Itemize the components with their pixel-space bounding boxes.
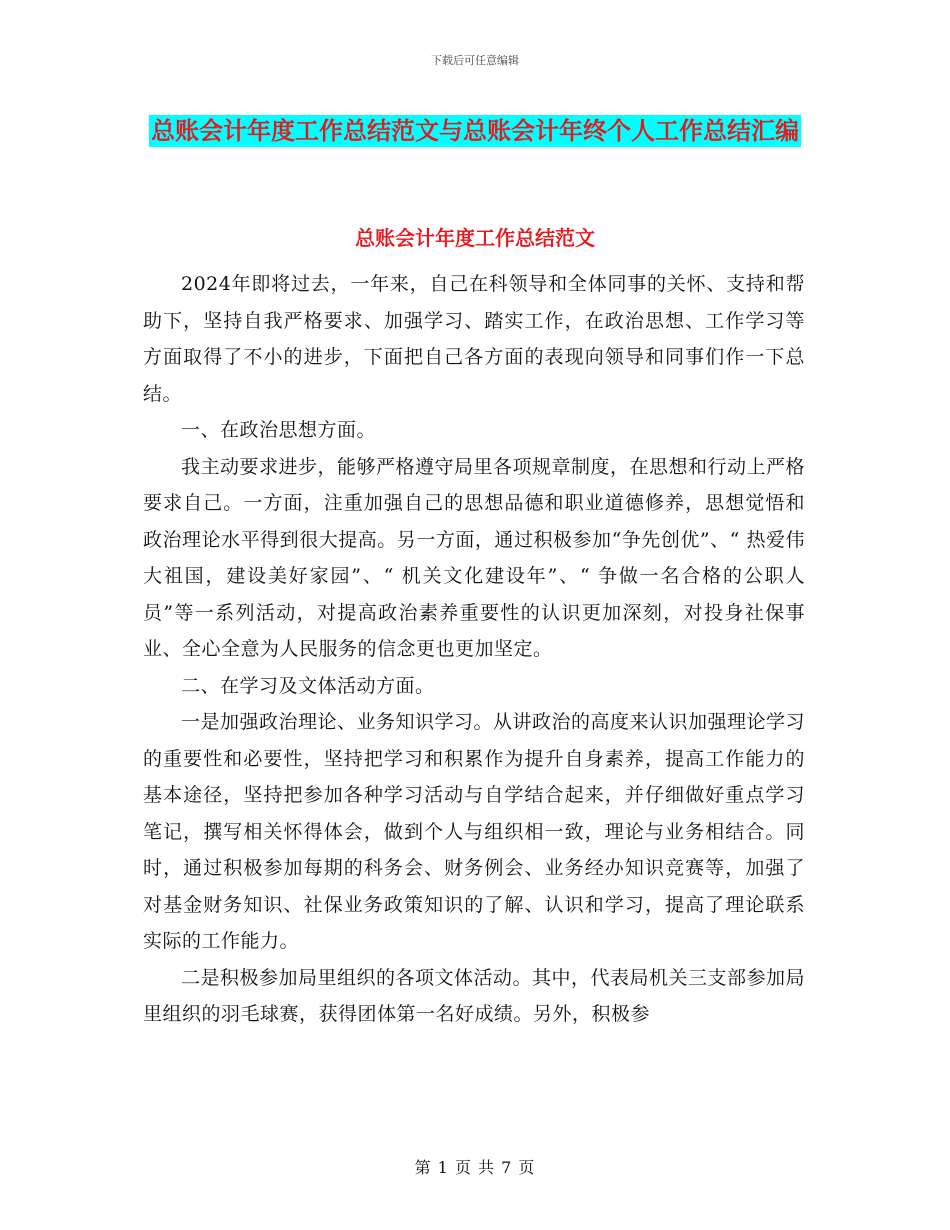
- paragraph: 2024年即将过去，一年来，自己在科领导和全体同事的关怀、支持和帮助下，坚持自我严格要求、加强学习、踏实工作，在政治思想、工作学习等方面取得了不小的进步，下面把自己各方面的表现向领导和同事们作一下总结。: [143, 273, 805, 405]
- section-title: 总账会计年度工作总结范文: [355, 226, 595, 250]
- page-header: 下载后可任意编辑: [431, 54, 519, 67]
- document-title: [140, 110, 810, 152]
- paragraph: 二、在学习及文体活动方面。: [181, 674, 435, 697]
- paragraph: 二是积极参加局里组织的各项文体活动。其中，代表局机关三支部参加局里组织的羽毛球赛，获得团体第一名好成绩。另外，积极参: [143, 966, 806, 1025]
- document-title-text: 总账会计年度工作总结范文与总账会计年终个人工作总结汇编: [151, 117, 799, 145]
- document-body: [143, 266, 805, 1033]
- paragraph: 我主动要求进步，能够严格遵守局里各项规章制度，在思想和行动上严格要求自己。一方面，注重加强自己的思想品德和职业道德修养，思想觉悟和政治理论水平得到很大提高。另一方面，通过积极参加“争先创优”、“ 热爱伟大祖国，建设美好家园”、“ 机关文化建设年”、“ 争做一名合格的公职人员”等一系列活动，对提高政治素养重要性的认识更加深刻，对投身社保事业、全心全意为人民服务的信念更也更加坚定。: [143, 455, 806, 660]
- page-footer: 第 1 页 共 7 页: [414, 1158, 536, 1177]
- paragraph: 一是加强政治理论、业务知识学习。从讲政治的高度来认识加强理论学习的重要性和必要性，坚持把学习和积累作为提升自身素养，提高工作能力的基本途径，坚持把参加各种学习活动与自学结合起来，并仔细做好重点学习笔记，撰写相关怀得体会，做到个人与组织相一致，理论与业务相结合。同时，通过积极参加每期的科务会、财务例会、业务经办知识竞赛等，加强了对基金财务知识、社保业务政策知识的了解、认识和学习，提高了理论联系实际的工作能力。: [143, 711, 806, 952]
- paragraph: 一、在政治思想方面。: [181, 419, 377, 441]
